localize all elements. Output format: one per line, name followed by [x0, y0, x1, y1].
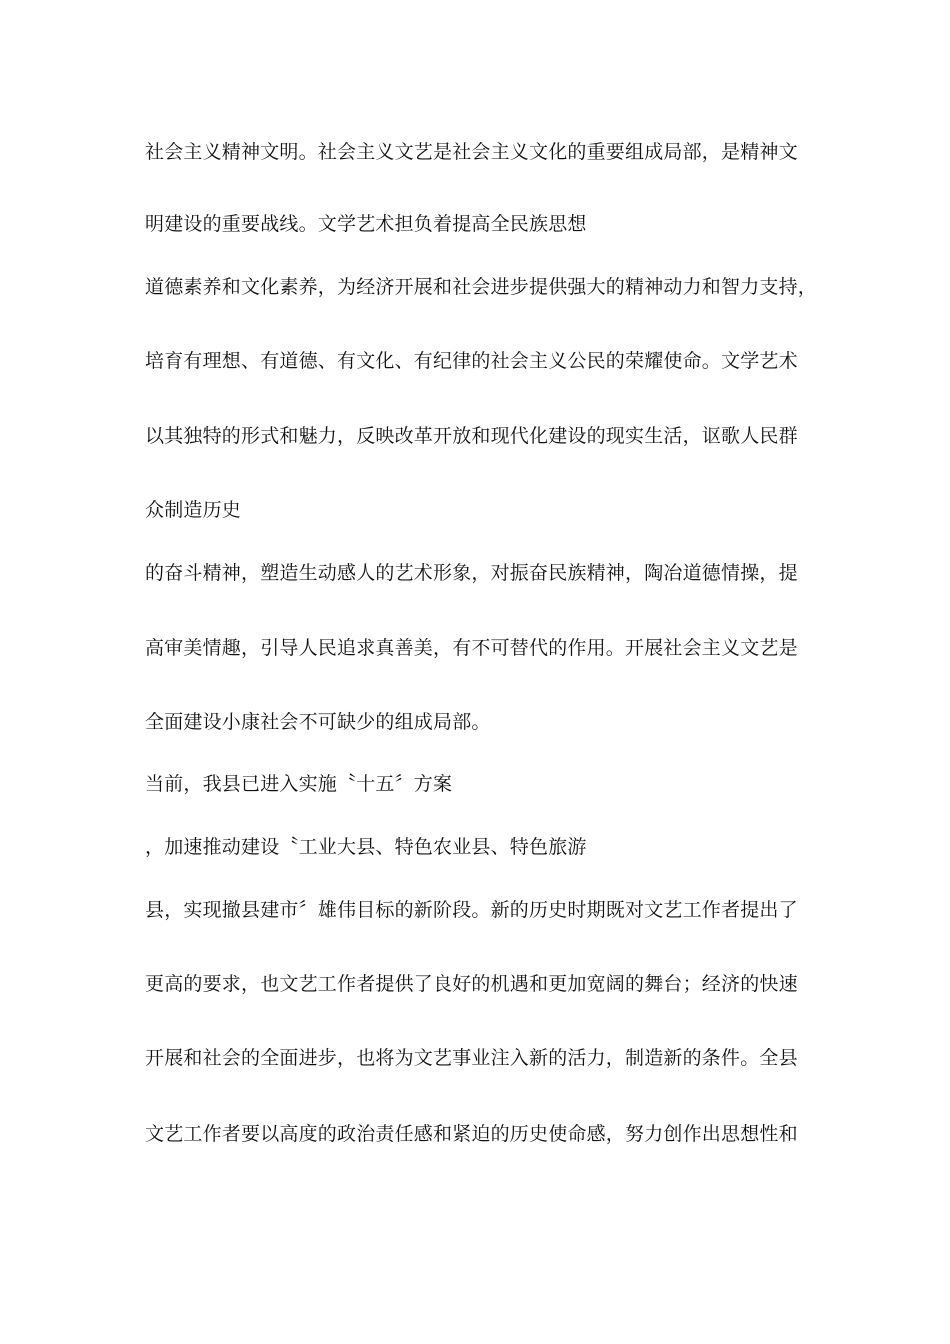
text-line-14: 开展和社会的全面进步，也将为文艺事业注入新的活力，制造新的条件。全县 [145, 1047, 798, 1069]
text-line-7: 的奋斗精神，塑造生动感人的艺术形象，对振奋民族精神，陶冶道德情操，提 [145, 562, 798, 584]
text-line-10: 当前，我县已进入实施〝十五〞方案 [145, 773, 453, 795]
text-line-3: 道德素养和文化素养，为经济开展和社会进步提供强大的精神动力和智力支持， [145, 276, 818, 298]
text-line-4: 培育有理想、有道德、有文化、有纪律的社会主义公民的荣耀使命。文学艺术 [145, 350, 798, 372]
text-line-13: 更高的要求，也文艺工作者提供了良好的机遇和更加宽阔的舞台；经济的快速 [145, 973, 798, 995]
text-line-9: 全面建设小康社会不可缺少的组成局部。 [145, 711, 491, 733]
text-line-6: 众制造历史 [145, 499, 242, 521]
text-line-8: 高审美情趣，引导人民追求真善美，有不可替代的作用。开展社会主义文艺是 [145, 637, 798, 659]
text-line-5: 以其独特的形式和魅力，反映改革开放和现代化建设的现实生活，讴歌人民群 [145, 425, 798, 447]
text-line-15: 文艺工作者要以高度的政治责任感和紧迫的历史使命感，努力创作出思想性和 [145, 1123, 798, 1145]
text-line-1: 社会主义精神文明。社会主义文艺是社会主义文化的重要组成局部，是精神文 [145, 141, 798, 163]
text-line-2: 明建设的重要战线。文学艺术担负着提高全民族思想 [145, 213, 587, 235]
text-line-12: 县，实现撤县建市〞雄伟目标的新阶段。新的历史时期既对文艺工作者提出了 [145, 899, 798, 921]
text-line-11: ，加速推动建设〝工业大县、特色农业县、特色旅游 [145, 836, 587, 858]
